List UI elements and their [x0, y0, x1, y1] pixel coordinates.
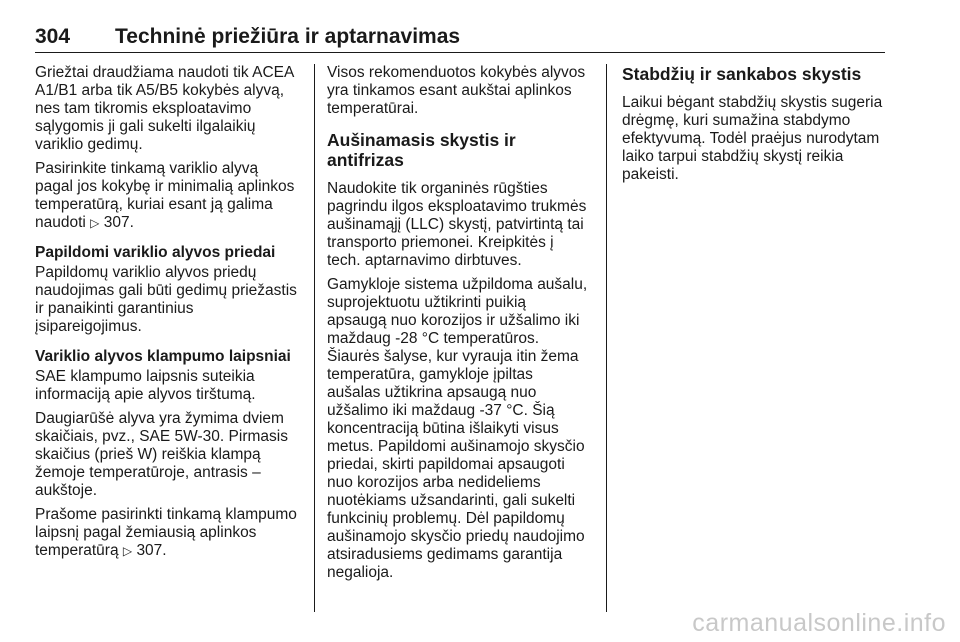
page-number: 304: [35, 25, 71, 48]
paragraph: Visos rekomenduotos kokybės alyvos yra tinkamos esant aukštai aplinkos temperatūrai.: [327, 64, 586, 117]
paragraph: SAE klampumo laipsnis suteikia informaciją apie alyvos tirštumą.: [35, 368, 256, 403]
right-arrow-ref-icon: ▷: [122, 544, 133, 558]
paragraph: Prašome pasirinkti tinkamą klampumo laipsnį pagal žemiausią aplinkos temperatūrą ▷ 307.: [35, 506, 297, 559]
watermark: carmanualsonline.info: [692, 609, 946, 637]
column-1: [35, 64, 297, 566]
section-heading: Aušinamasis skystis ir antifrizas: [327, 130, 516, 170]
subheading: Variklio alyvos klampumo laipsniai: [35, 348, 291, 365]
paragraph: Naudokite tik organinės rūgšties pagrindu ilgos eksploatavimo trukmės aušinamąjį (LLC) skystį, patvirtintą tai transporto priemonei. Kreipkitės į tech. aptarnavimo dirbtuves.: [327, 180, 587, 269]
column-2: [327, 64, 589, 588]
page-title: Techninė priežiūra ir aptarnavimas: [115, 25, 461, 48]
paragraph: Daugiarūšė alyva yra žymima dviem skaičiais, pvz., SAE 5W-30. Pirmasis skaičius (prieš W) reiškia klampą žemoje temperatūroje, antrasis – aukštoje.: [35, 410, 288, 499]
paragraph: Gamykloje sistema užpildoma aušalu, suprojektuotu užtikrinti puikią apsaugą nuo korozijos ir užšalimo iki maždaug -28 °C temperatūros. Šiaurės šalyse, kur vyrauja itin žema temperatūra, gamykloje įpiltas aušalas užtikrina apsaugą nuo užšalimo iki maždaug -37 °C. Šią koncentraciją būtina išlaikyti visus metus. Papildomi aušinamojo skysčio priedai, skirti papildomai apsaugoti nuo korozijos arba nedideliems nuotėkiams užsandarinti, gali sukelti funkcinių problemų. Dėl papildomų aušinamojo skysčio priedų naudojimo atsiradusiems gedimams garantija negalioja.: [327, 276, 588, 581]
paragraph: Laikui bėgant stabdžių skystis sugeria drėgmę, kuri sumažina stabdymo efektyvumą. Todėl praėjus nurodytam laiko tarpui stabdžių skystį reikia pakeisti.: [622, 94, 883, 183]
paragraph: Papildomų variklio alyvos priedų naudojimas gali būti gedimų priežastis ir panaikinti garantinius įsipareigojimus.: [35, 264, 297, 335]
right-arrow-ref-icon: ▷: [90, 216, 100, 230]
paragraph: Pasirinkite tinkamą variklio alyvą pagal jos kokybę ir minimalią aplinkos temperatūrą, kuriai esant ją galima naudoti ▷ 307.: [35, 160, 295, 231]
subheading: Papildomi variklio alyvos priedai: [35, 244, 276, 261]
column-divider-2: [606, 64, 607, 612]
section-heading: Stabdžių ir sankabos skystis: [622, 64, 862, 84]
page-header: [35, 26, 885, 53]
paragraph: Griežtai draudžiama naudoti tik ACEA A1/B1 arba tik A5/B5 kokybės alyvą, nes tam tikromis eksploatavimo sąlygomis ji gali sukelti ilgalaikių variklio gedimų.: [35, 64, 294, 153]
column-3: [622, 64, 894, 190]
page-reference-link[interactable]: 307.: [103, 214, 134, 231]
page-reference-link[interactable]: 307.: [136, 542, 167, 559]
column-divider-1: [314, 64, 315, 612]
